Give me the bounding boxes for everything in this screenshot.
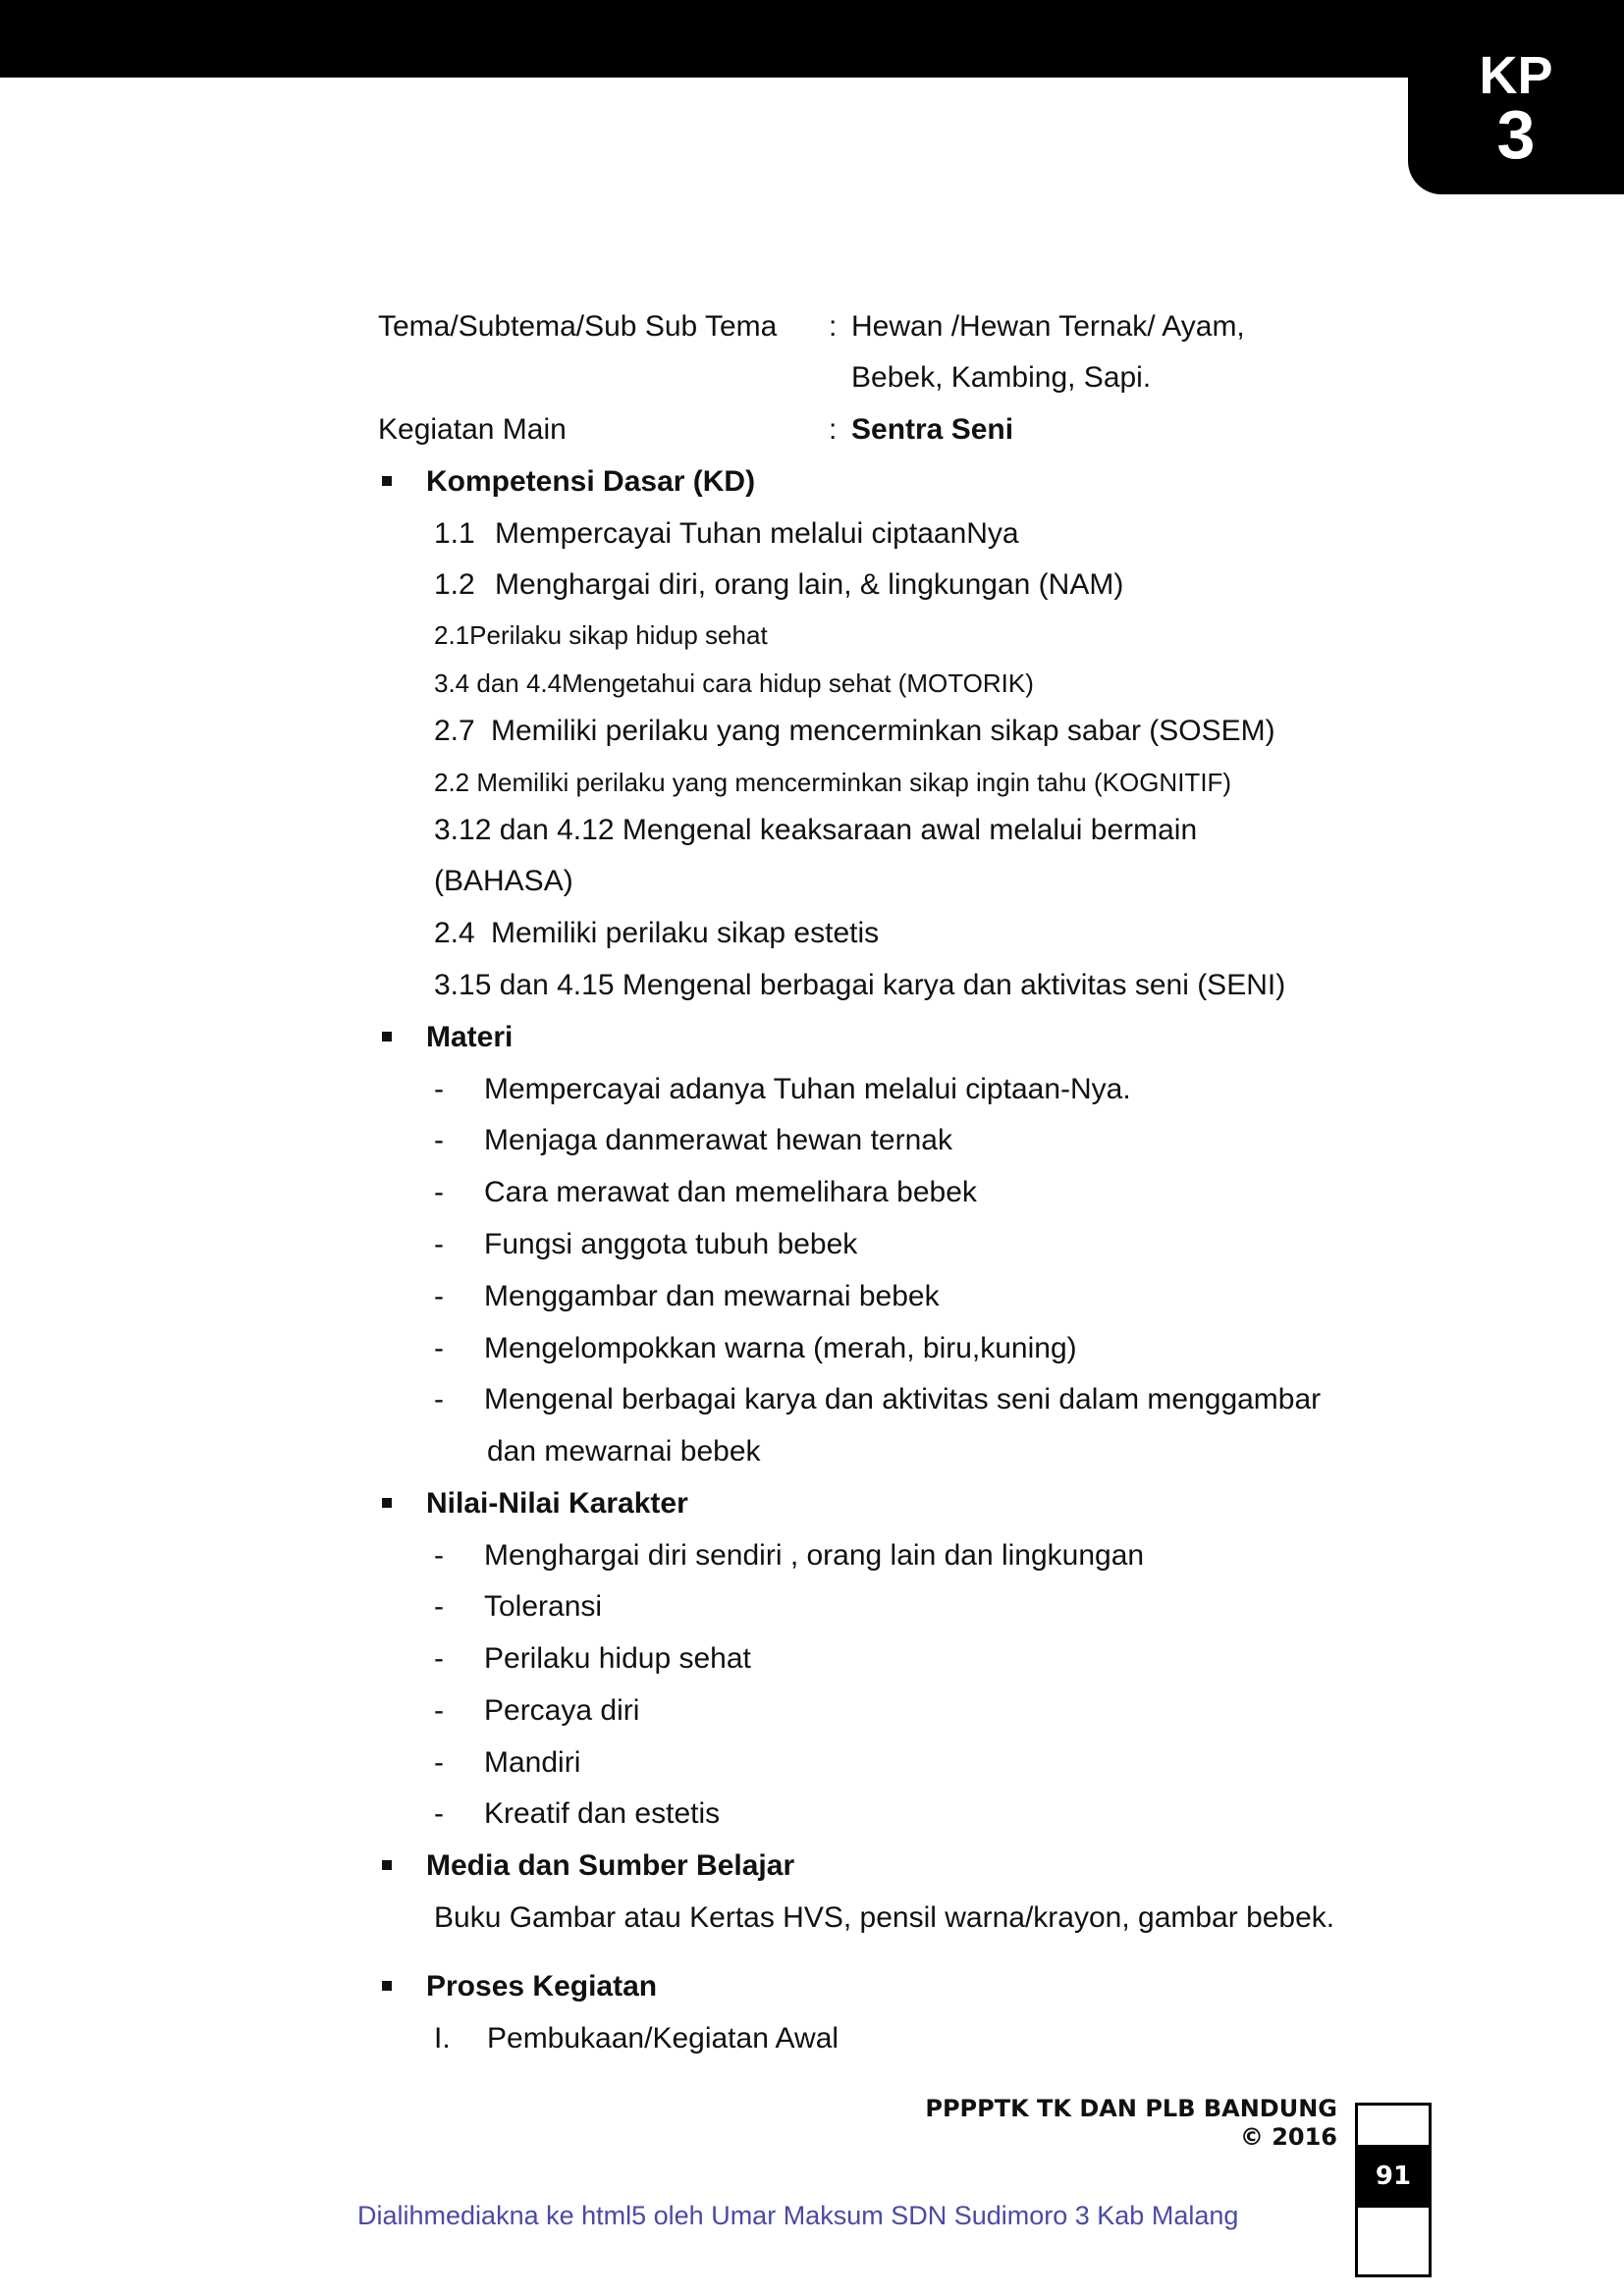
dash-bullet-icon: -: [434, 1332, 444, 1364]
kd-item-text: 3.12 dan 4.12 Mengenal keaksaraan awal melalui bermain: [434, 814, 1198, 846]
materi-item-text: Mempercayai adanya Tuhan melalui ciptaan-Nya.: [484, 1073, 1131, 1105]
kd-item-text: 2.1Perilaku sikap hidup sehat: [434, 620, 768, 650]
materi-section-title: Materi: [426, 1021, 514, 1053]
kd-item-text: 3.15 dan 4.15 Mengenal berbagai karya dan aktivitas seni (SENI): [434, 969, 1286, 1001]
materi-item-text: Cara merawat dan memelihara bebek: [484, 1176, 977, 1208]
page-number-box: [1355, 2103, 1432, 2277]
tema-colon: :: [829, 310, 838, 343]
kegiatan-label: Kegiatan Main: [378, 413, 567, 446]
proses-item-text: Pembukaan/Kegiatan Awal: [487, 2022, 839, 2055]
kp-tab: [1408, 0, 1624, 194]
footer-publisher: [925, 2095, 1337, 2152]
square-bullet-icon: [382, 476, 392, 486]
dash-bullet-icon: -: [434, 1383, 444, 1415]
kd-item-text: 3.4 dan 4.4Mengetahui cara hidup sehat (MOTORIK): [434, 668, 1034, 698]
dash-bullet-icon: -: [434, 1642, 444, 1675]
square-bullet-icon: [382, 1032, 392, 1041]
dash-bullet-icon: -: [434, 1124, 444, 1156]
top-header-bar: [0, 0, 1624, 78]
footer-org-name: PPPPTK TK DAN PLB BANDUNG: [925, 2095, 1337, 2122]
footer-copyright: © 2016: [1239, 2122, 1337, 2151]
dash-bullet-icon: -: [434, 1176, 444, 1208]
square-bullet-icon: [382, 1981, 392, 1991]
kd-item-text: Memiliki perilaku yang mencerminkan sikap sabar (SOSEM): [491, 715, 1275, 747]
kegiatan-value: Sentra Seni: [851, 413, 1014, 446]
footer-credit: Dialihmediakna ke html5 oleh Umar Maksum SDN Sudimoro 3 Kab Malang: [357, 2201, 1239, 2230]
nilai-item-text: Perilaku hidup sehat: [484, 1642, 751, 1675]
tema-value-line1: Hewan /Hewan Ternak/ Ayam,: [851, 310, 1245, 343]
media-text: Buku Gambar atau Kertas HVS, pensil warna/krayon, gambar bebek.: [434, 1901, 1335, 1934]
dash-bullet-icon: -: [434, 1539, 444, 1572]
nilai-item-text: Toleransi: [484, 1590, 603, 1623]
materi-item-text: Menggambar dan mewarnai bebek: [484, 1280, 940, 1312]
dash-bullet-icon: -: [434, 1590, 444, 1623]
dash-bullet-icon: -: [434, 1746, 444, 1779]
page-number: 91: [1358, 2145, 1429, 2208]
nilai-item-text: Mandiri: [484, 1746, 581, 1779]
tema-label: Tema/Subtema/Sub Sub Tema: [378, 310, 778, 343]
kd-item-number: 1.1: [434, 517, 475, 550]
nilai-section-title: Nilai-Nilai Karakter: [426, 1487, 688, 1520]
dash-bullet-icon: -: [434, 1694, 444, 1727]
nilai-item-text: Kreatif dan estetis: [484, 1797, 721, 1830]
kd-item-number: 2.7: [434, 715, 475, 747]
nilai-item-text: Menghargai diri sendiri , orang lain dan lingkungan: [484, 1539, 1145, 1572]
square-bullet-icon: [382, 1498, 392, 1508]
kd-item-text: (BAHASA): [434, 865, 573, 897]
square-bullet-icon: [382, 1860, 392, 1870]
kd-section-title: Kompetensi Dasar (KD): [426, 465, 756, 498]
kd-item-text: 2.2 Memiliki perilaku yang mencerminkan sikap ingin tahu (KOGNITIF): [434, 768, 1232, 797]
nilai-item-text: Percaya diri: [484, 1694, 640, 1727]
dash-bullet-icon: -: [434, 1228, 444, 1260]
materi-item-text: Fungsi anggota tubuh bebek: [484, 1228, 858, 1260]
materi-item-text: Menjaga danmerawat hewan ternak: [484, 1124, 952, 1156]
materi-item-text: Mengelompokkan warna (merah, biru,kuning): [484, 1332, 1077, 1364]
kd-item-text: Mempercayai Tuhan melalui ciptaanNya: [495, 517, 1019, 550]
proses-section-title: Proses Kegiatan: [426, 1970, 658, 2002]
kd-item-text: Memiliki perilaku sikap estetis: [491, 917, 880, 949]
materi-item-text: Mengenal berbagai karya dan aktivitas seni dalam menggambar: [484, 1383, 1322, 1415]
kp-label: KP: [1479, 46, 1553, 105]
kegiatan-colon: :: [829, 413, 838, 446]
dash-bullet-icon: -: [434, 1073, 444, 1105]
kd-item-text: Menghargai diri, orang lain, & lingkungan (NAM): [495, 568, 1124, 601]
kp-number: 3: [1496, 96, 1536, 173]
kd-item-number: 1.2: [434, 568, 475, 601]
media-section-title: Media dan Sumber Belajar: [426, 1849, 795, 1882]
dash-bullet-icon: -: [434, 1280, 444, 1312]
tema-value-line2: Bebek, Kambing, Sapi.: [851, 361, 1152, 394]
proses-item-number: I.: [434, 2022, 451, 2055]
materi-continuation-text: dan mewarnai bebek: [487, 1435, 761, 1468]
dash-bullet-icon: -: [434, 1797, 444, 1830]
kd-item-number: 2.4: [434, 917, 475, 949]
